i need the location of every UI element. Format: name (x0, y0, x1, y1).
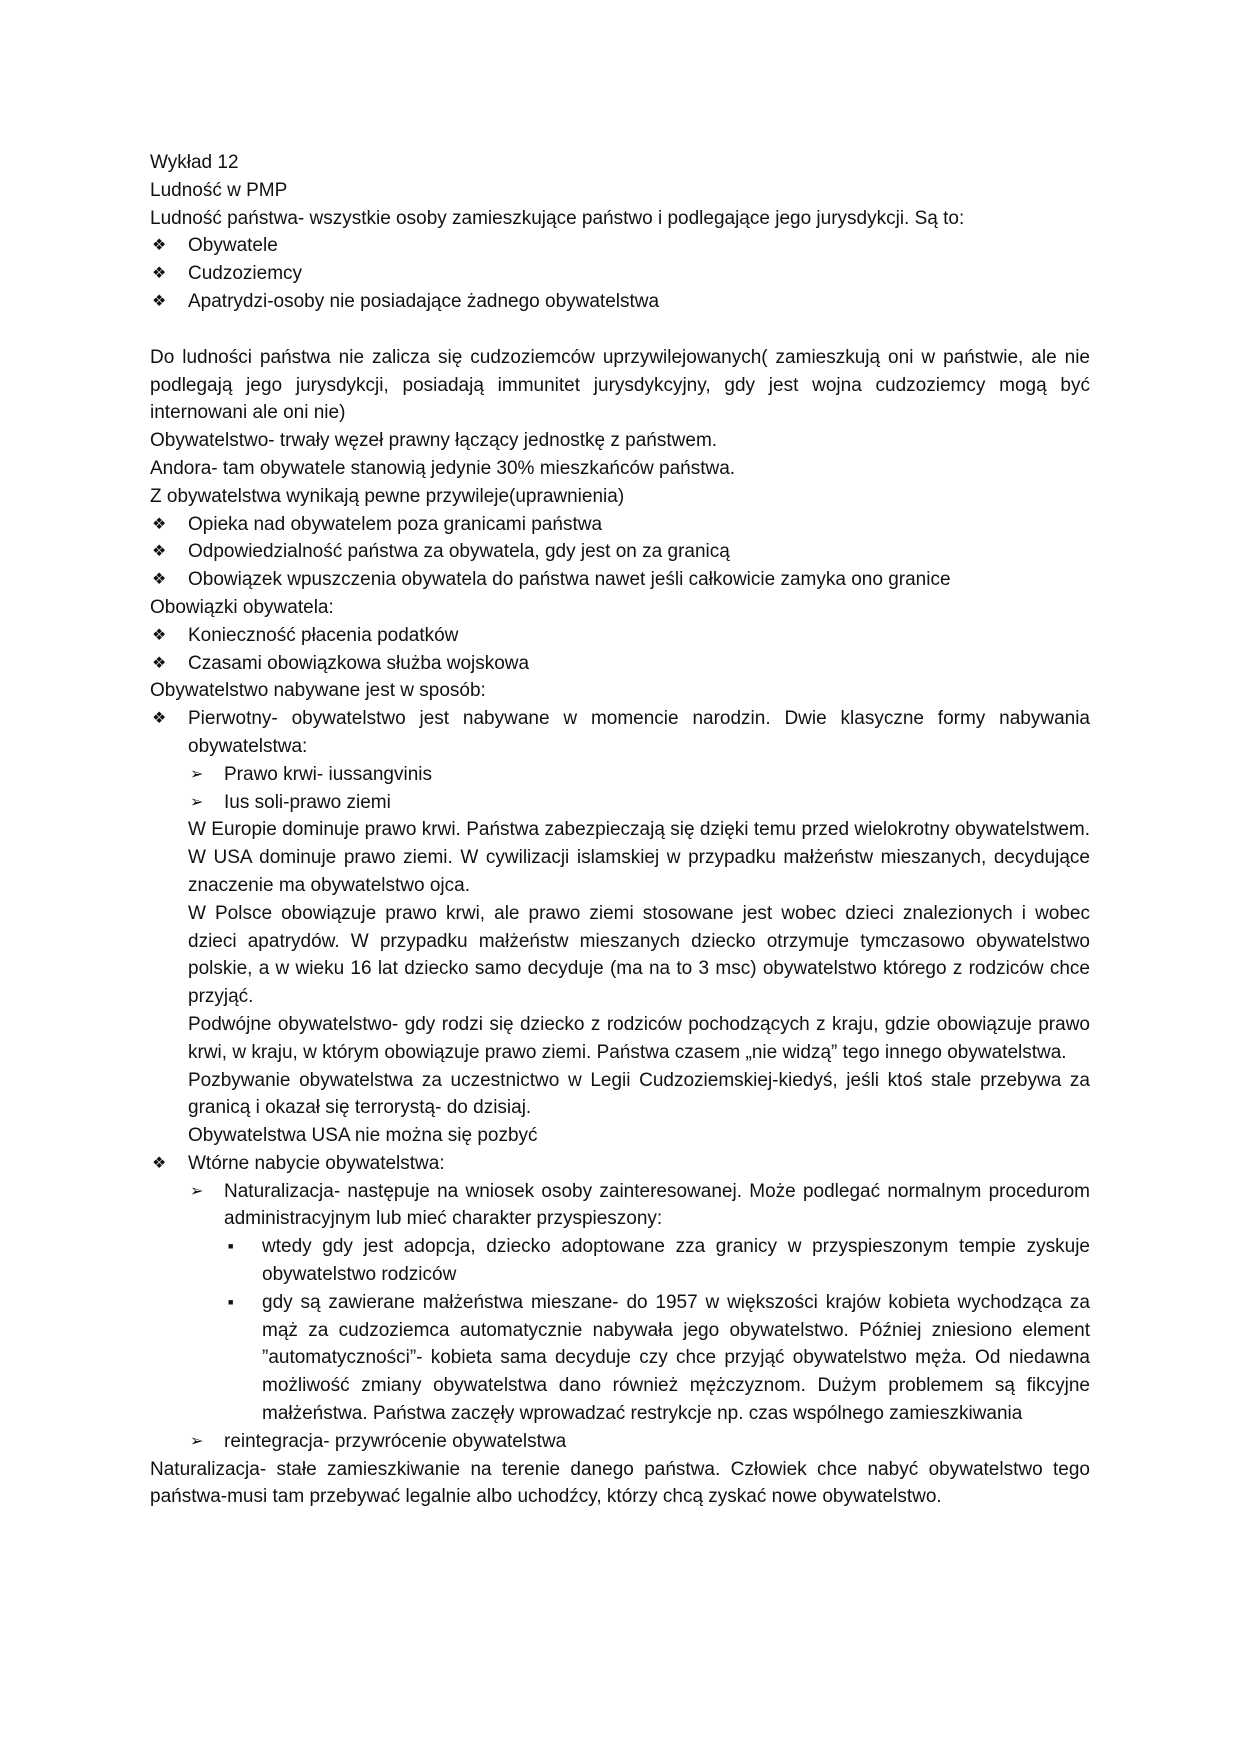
population-definition: Ludność państwa- wszystkie osoby zamieszkujące państwo i podlegające jego jurysdykcji. Są to: (150, 207, 965, 229)
citizenship-definition: Obywatelstwo- trwały węzeł prawny łączący jednostkę z państwem. (150, 430, 718, 452)
closing-paragraph: Naturalizacja- stałe zamieszkiwanie na terenie danego państwa. Człowiek chce nabyć obywatelstwo tego państwa-musi tam przebywać legalnie albo uchodźcy, którzy chcą zyskać nowe obywatelstwo. (150, 1458, 1090, 1508)
diamond-bullet-icon: ❖ (152, 265, 167, 283)
privileges-intro: Z obywatelstwa wynikają pewne przywileje(uprawnienia) (150, 485, 625, 507)
paragraph: Pozbywanie obywatelstwa za uczestnictwo w Legii Cudzoziemskiej-kiedyś, jeśli ktoś stale przebywa za granicą i okazał się terrorystą- do dzisiaj. (188, 1069, 1090, 1119)
list-item: ■ wtedy gdy jest adopcja, dziecko adoptowane zza granicy w przyspieszonym tempie zyskuje obywatelstwo rodziców (150, 1233, 1090, 1289)
list-item-secondary: ❖ Wtórne nabycie obywatelstwa: (150, 1150, 1090, 1178)
arrow-bullet-icon: ➢ (190, 793, 204, 811)
list-item: ❖ Opieka nad obywatelem poza granicami państwa (150, 511, 1090, 539)
list-item: ➢ Naturalizacja- następuje na wniosek osoby zainteresowanej. Może podlegać normalnym procedurom administracyjnym lub mieć charakter przyspieszony: (150, 1178, 1090, 1234)
paragraph: W Europie dominuje prawo krwi. Państwa zabezpieczają się dzięki temu przed wielokrotny obywatelstwem. W USA dominuje prawo ziemi. W cywilizacji islamskiej w przypadku małżeństw mieszanych, decydujące znaczenie ma obywatelstwo ojca. (188, 819, 1090, 896)
diamond-bullet-icon: ❖ (152, 292, 167, 310)
privileged-foreigners-paragraph: Do ludności państwa nie zalicza się cudzoziemców uprzywilejowanych( zamieszkują oni w państwie, ale nie podlegają jego jurysdykcji, posiadają immunitet jurysdykcyjny, gdy jest wojna cudzoziemcy mogą być internowani ale oni nie) (150, 346, 1090, 424)
square-bullet-icon: ■ (228, 1241, 234, 1252)
list-item: ■ gdy są zawierane małżeństwa mieszane- do 1957 w większości krajów kobieta wychodząca za mąż za cudzoziemca automatycznie nabywała jego obywatelstwo. Później zniesiono element ”automatyczności”- kobieta sama decyduje czy chce przyjąć obywatelstwo męża. Od niedawna możliwość zmiany obywatelstwa dano również mężczyznom. Dużym problemem są fikcyjne małżeństwa. Państwa zaczęły wprowadzać restrykcje np. czas wspólnego zamieszkiwania (150, 1289, 1090, 1428)
spacer (150, 316, 1090, 344)
list-item: ❖ Apatrydzi-osoby nie posiadające żadnego obywatelstwa (150, 288, 1090, 316)
diamond-bullet-icon: ❖ (152, 626, 167, 644)
arrow-bullet-icon: ➢ (190, 765, 204, 783)
arrow-bullet-icon: ➢ (190, 1182, 204, 1200)
list-item: ➢ reintegracja- przywrócenie obywatelstwa (150, 1428, 1090, 1456)
diamond-bullet-icon: ❖ (152, 654, 167, 672)
acquisition-intro: Obywatelstwo nabywane jest w sposób: (150, 680, 486, 702)
diamond-bullet-icon: ❖ (152, 515, 167, 533)
square-bullet-icon: ■ (228, 1296, 234, 1307)
lecture-subtitle: Ludność w PMP (150, 179, 288, 201)
diamond-bullet-icon: ❖ (152, 571, 167, 589)
diamond-bullet-icon: ❖ (152, 710, 167, 728)
diamond-bullet-icon: ❖ (152, 1154, 167, 1172)
duties-intro: Obowiązki obywatela: (150, 596, 334, 618)
list-item: ❖ Obowiązek wpuszczenia obywatela do państwa nawet jeśli całkowicie zamyka ono granice (150, 566, 1090, 594)
andorra-note: Andora- tam obywatele stanowią jedynie 30% mieszkańców państwa. (150, 457, 736, 479)
list-item: ❖ Odpowiedzialność państwa za obywatela, gdy jest on za granicą (150, 538, 1090, 566)
document-page (150, 149, 1090, 1511)
diamond-bullet-icon: ❖ (152, 543, 167, 561)
list-item-primary: ❖ Pierwotny- obywatelstwo jest nabywane w momencie narodzin. Dwie klasyczne formy nabywania obywatelstwa: (150, 705, 1090, 761)
list-item: ❖ Czasami obowiązkowa służba wojskowa (150, 650, 1090, 678)
lecture-title: Wykład 12 (150, 152, 239, 173)
list-item: ❖ Konieczność płacenia podatków (150, 622, 1090, 650)
paragraph: W Polsce obowiązuje prawo krwi, ale prawo ziemi stosowane jest wobec dzieci znalezionych i wobec dzieci apatrydów. W przypadku małżeństw mieszanych dziecko otrzymuje tymczasowo obywatelstwo polskie, a w wieku 16 lat dziecko samo decyduje (ma na to 3 msc) obywatelstwo którego z rodziców chce przyjąć. (188, 902, 1090, 1008)
list-item: ❖ Obywatele (150, 232, 1090, 260)
paragraph: Podwójne obywatelstwo- gdy rodzi się dziecko z rodziców pochodzących z kraju, gdzie obowiązuje prawo krwi, w kraju, w którym obowiązuje prawo ziemi. Państwa czasem „nie widzą” tego innego obywatelstwa. (188, 1013, 1090, 1063)
list-item: ❖ Cudzoziemcy (150, 260, 1090, 288)
list-item: ➢ Ius soli-prawo ziemi (150, 789, 1090, 817)
diamond-bullet-icon: ❖ (152, 237, 167, 255)
arrow-bullet-icon: ➢ (190, 1432, 204, 1450)
paragraph: Obywatelstwa USA nie można się pozbyć (188, 1125, 538, 1147)
list-item: ➢ Prawo krwi- iussangvinis (150, 761, 1090, 789)
